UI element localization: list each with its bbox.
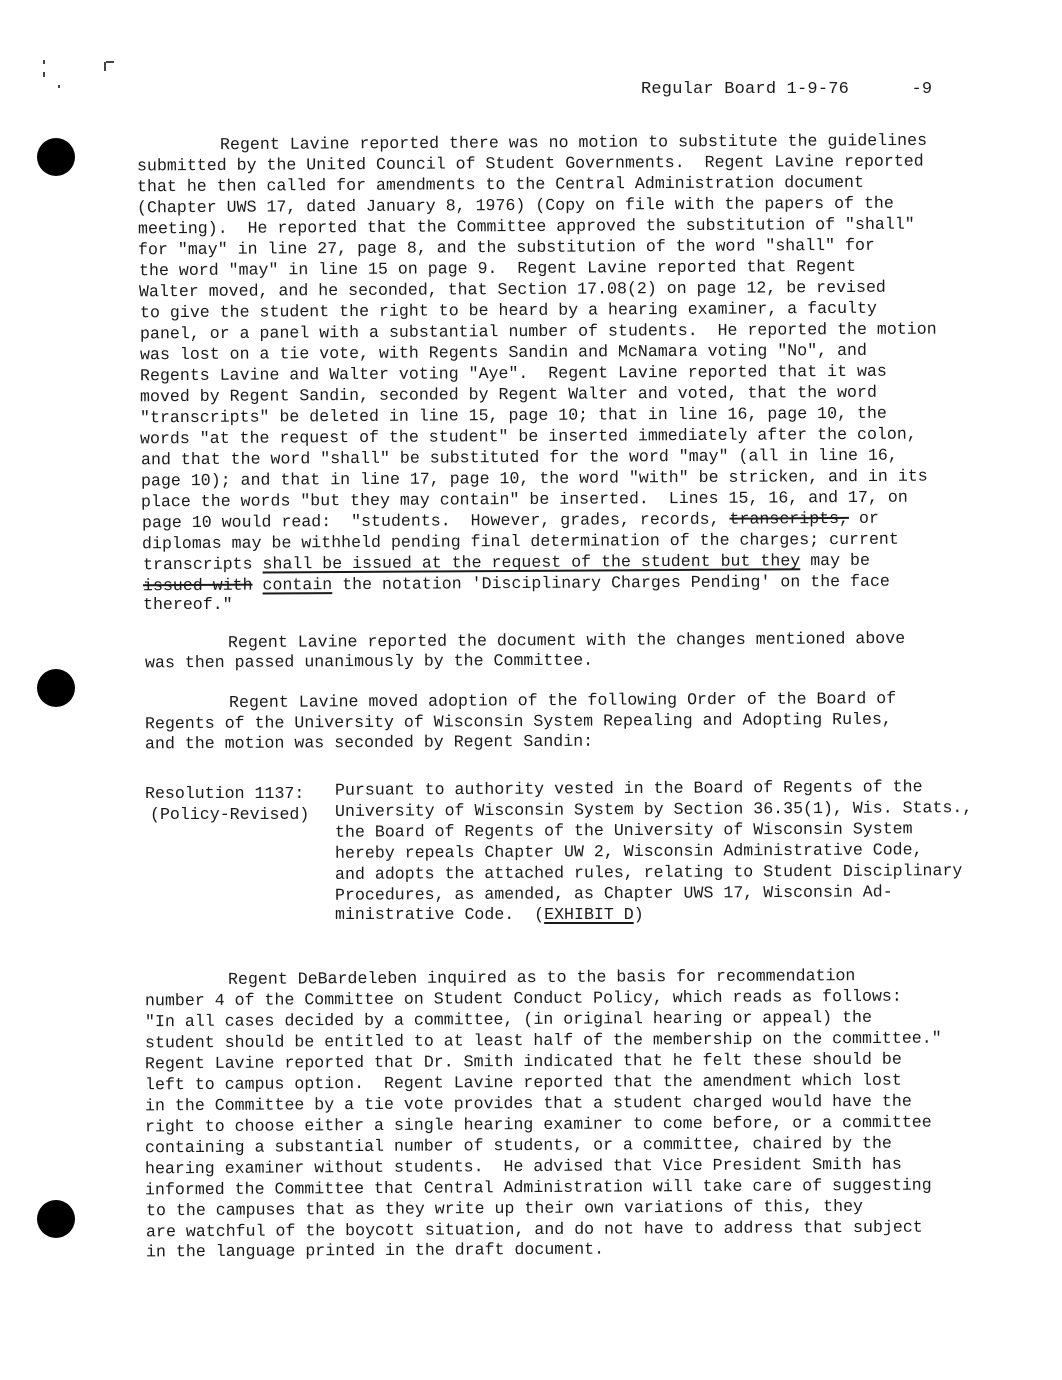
scan-speck — [43, 60, 45, 64]
paragraph-line: to give the student the right to be heard by a hearing examiner, a faculty — [139, 298, 877, 323]
paragraph-line: and the motion was seconded by Regent Sandin: — [144, 731, 594, 754]
paragraph-line: Regent Lavine reported the document with the changes mentioned above — [227, 628, 906, 653]
resolution-line: hereby repeals Chapter UW 2, Wisconsin Administrative Code, — [334, 840, 923, 863]
quoted-amendment-line: transcripts shall be issued at the request of the student but they may be — [142, 550, 871, 575]
paragraph-line: Regent DeBardeleben inquired as to the basis for recommendation — [227, 966, 856, 989]
paragraph-line: to the campuses that as they write up their own variations of this, they — [145, 1196, 864, 1221]
paragraph-line: meeting). He reported that the Committee approved the substitution of "shall" — [137, 214, 915, 239]
paragraph-line: was then passed unanimously by the Committee. — [144, 650, 594, 673]
paragraph-line: "In all cases decided by a committee, (in original hearing or appeal) the — [144, 1007, 872, 1032]
resolution-line: Procedures, as amended, as Chapter UWS 17, Wisconsin Ad- — [334, 882, 893, 905]
inserted-text: shall be issued at the request of the student but they — [262, 551, 801, 574]
paragraph-line: Regents Lavine and Walter voting "Aye". Regent Lavine reported that it was — [139, 361, 887, 386]
paragraph-line: (Chapter UWS 17, dated January 8, 1976) (Copy on file with the papers of the — [136, 193, 894, 218]
paragraph-line: submitted by the United Council of Student Governments. Regent Lavine reported — [136, 151, 924, 176]
resolution-policy: (Policy-Revised) — [150, 805, 310, 824]
scan-speck — [106, 61, 114, 63]
inserted-text: contain — [262, 575, 333, 595]
punch-hole-top — [37, 138, 75, 176]
resolution-line: University of Wisconsin System by Section 36.35(1), Wis. Stats., — [334, 798, 973, 821]
paragraph-line: was lost on a tie vote, with Regents Sandin and McNamara voting "No", and — [139, 340, 867, 365]
resolution-line: the Board of Regents of the University of Wisconsin System — [334, 819, 913, 842]
quoted-amendment-line: page 10 would read: "students. However, grades, records, transcripts, or — [141, 508, 879, 533]
struck-text: transcripts, — [729, 508, 850, 529]
paragraph-line: Regent Lavine reported that Dr. Smith indicated that he felt these should be — [144, 1049, 902, 1074]
header-title: Regular Board 1-9-76 — [641, 80, 850, 99]
paragraph-line: number 4 of the Committee on Student Conduct Policy, which reads as follows: — [144, 986, 902, 1011]
quoted-amendment-line: diplomas may be withheld pending final determination of the charges; current — [141, 529, 899, 554]
paragraph-line: and that the word "shall" be substituted for the word "may" (all in line 16, — [140, 445, 898, 470]
quoted-amendment-line: thereof." — [143, 595, 233, 614]
scan-speck — [104, 62, 106, 71]
paragraph-line: page 10); and that in line 17, page 10, the word "with" be stricken, and in its — [140, 466, 928, 491]
punch-hole-bottom — [37, 1200, 75, 1238]
resolution-line: ministrative Code. (EXHIBIT D) — [335, 905, 644, 924]
paragraph-line: that he then called for amendments to the Central Administration document — [136, 172, 864, 197]
paragraph-line: are watchful of the boycott situation, and do not have to address that subject — [145, 1217, 923, 1242]
paragraph-line: Regent Lavine reported there was no motion to substitute the guidelines — [219, 130, 928, 155]
resolution-number: Resolution 1137: — [145, 784, 305, 803]
exhibit-reference: EXHIBIT D — [544, 905, 634, 924]
resolution-line: Pursuant to authority vested in the Board of Regents of the — [334, 777, 923, 800]
paragraph-line: informed the Committee that Central Administration will take care of suggesting — [144, 1175, 932, 1200]
paragraph-line: panel, or a panel with a substantial number of students. He reported the motion — [139, 319, 937, 344]
paragraph-line: left to campus option. Regent Lavine reported that the amendment which lost — [144, 1070, 902, 1095]
paragraph-line: words "at the request of the student" be inserted immediately after the colon, — [139, 424, 917, 449]
paragraph-line: in the language printed in the draft document. — [145, 1239, 605, 1262]
struck-text: issued with — [142, 575, 253, 596]
paragraph-line: "transcripts" be deleted in line 15, page 10; that in line 16, page 10, the — [139, 403, 887, 428]
quoted-amendment-line: issued with contain the notation 'Disciplinary Charges Pending' on the face — [142, 571, 890, 596]
punch-hole-middle — [37, 669, 75, 707]
paragraph-line: in the Committee by a tie vote provides that a student charged would have the — [144, 1091, 912, 1116]
paragraph-line: right to choose either a single hearing examiner to come before, or a committee — [144, 1112, 932, 1137]
resolution-line: and adopts the attached rules, relating to Student Disciplinary — [334, 861, 963, 884]
paragraph-line: the word "may" in line 15 on page 9. Regent Lavine reported that Regent — [138, 256, 857, 281]
scan-speck — [43, 72, 45, 77]
paragraph-line: hearing examiner without students. He advised that Vice President Smith has — [144, 1154, 902, 1179]
paragraph-line: place the words "but they may contain" be inserted. Lines 15, 16, and 17, on — [140, 487, 908, 512]
paragraph-line: Walter moved, and he seconded, that Section 17.08(2) on page 12, be revised — [138, 277, 886, 302]
page-header — [641, 80, 932, 99]
paragraph-line: moved by Regent Sandin, seconded by Regent Walter and voted, that the word — [139, 382, 877, 407]
scan-speck — [58, 85, 60, 88]
paragraph-line: for "may" in line 27, page 8, and the substitution of the word "shall" for — [137, 235, 875, 260]
paragraph-line: containing a substantial number of students, or a committee, chaired by the — [144, 1133, 892, 1158]
paragraph-line: student should be entitled to at least half of the membership on the committee." — [144, 1028, 942, 1053]
paragraph-line: Regent Lavine moved adoption of the following Order of the Board of — [228, 688, 897, 713]
paragraph-line: Regents of the University of Wisconsin System Repealing and Adopting Rules, — [144, 709, 892, 734]
page-number: -9 — [911, 80, 933, 99]
